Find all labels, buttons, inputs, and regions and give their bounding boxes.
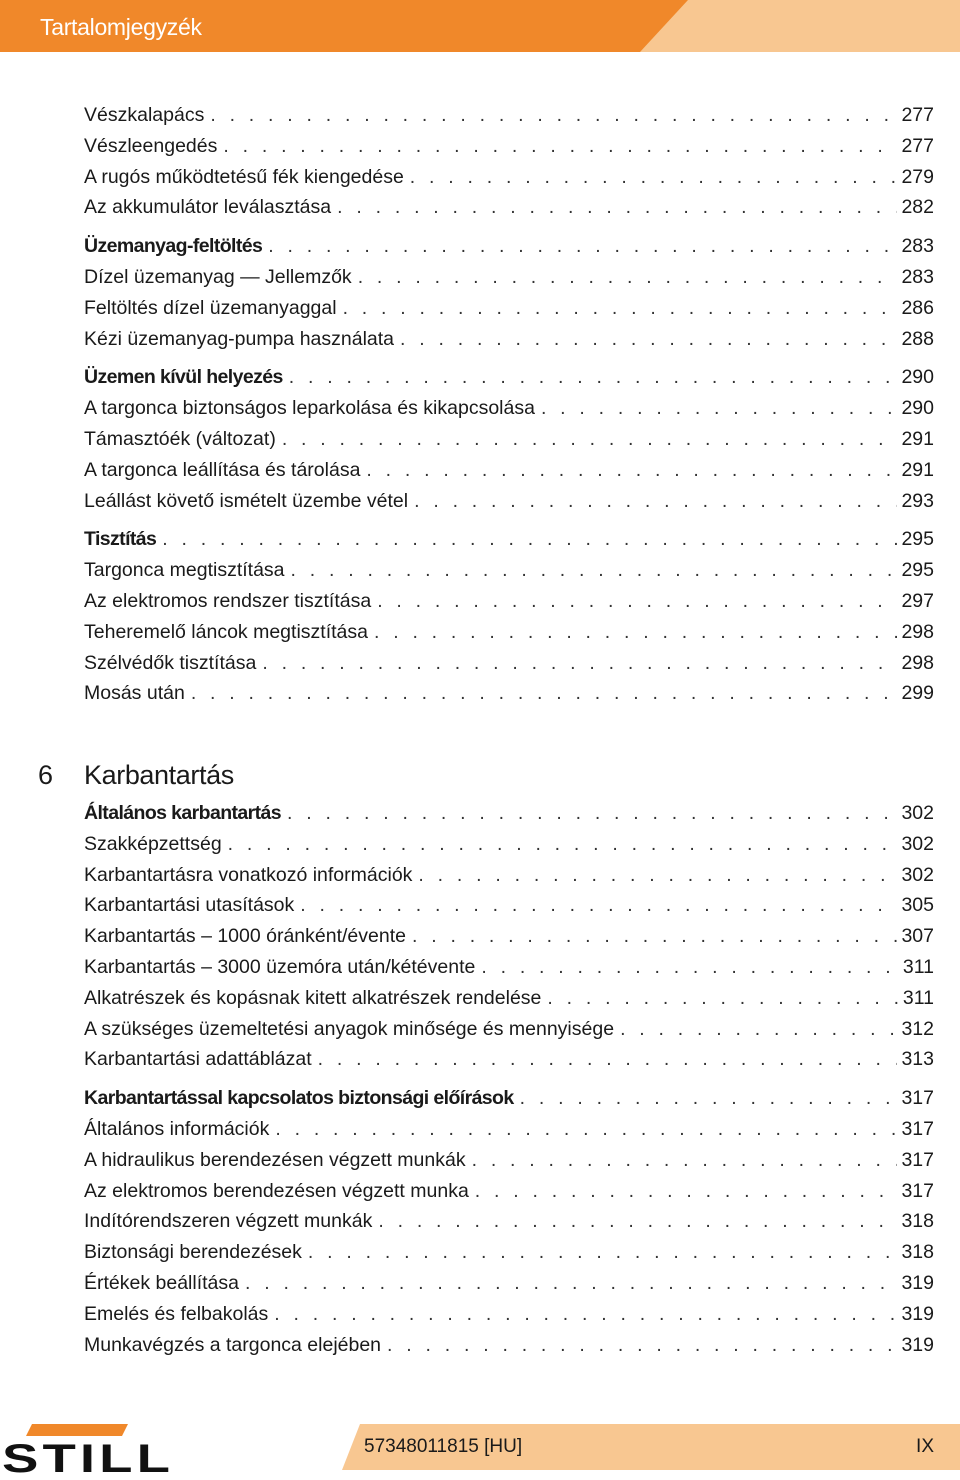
- toc-entry-title: Vészleengedés: [84, 134, 218, 157]
- toc-entry-title: Szélvédők tisztítása: [84, 651, 257, 674]
- document-number: 57348011815 [HU]: [364, 1436, 523, 1457]
- toc-entry[interactable]: [84, 135, 934, 166]
- toc-entry[interactable]: [84, 682, 934, 713]
- toc-page-number: 277: [901, 134, 934, 157]
- toc-dot-leader: [343, 297, 898, 320]
- toc-dot-leader: [520, 1087, 898, 1110]
- toc-page-number: 295: [901, 528, 934, 551]
- toc-entry-title: Tisztítás: [84, 528, 157, 551]
- toc-dot-leader: [541, 397, 898, 420]
- toc-entry[interactable]: [84, 328, 934, 359]
- toc-page-number: 291: [901, 427, 934, 450]
- logo-text: STILL: [2, 1437, 174, 1480]
- toc-page-number: 317: [901, 1117, 934, 1140]
- toc-entry-title: Karbantartási adattáblázat: [84, 1048, 312, 1071]
- toc-section-entry[interactable]: [84, 366, 934, 397]
- toc-entry-title: Üzemen kívül helyezés: [84, 366, 283, 389]
- page-title: Tartalomjegyzék: [40, 14, 202, 40]
- toc-page-number: 293: [901, 489, 934, 512]
- toc-entry[interactable]: [84, 559, 934, 590]
- toc-dot-leader: [377, 590, 897, 613]
- toc-page-number: 319: [901, 1302, 934, 1325]
- toc-entry[interactable]: [84, 104, 934, 135]
- header-bar: [0, 0, 960, 52]
- toc-entry-title: Teheremelő láncok megtisztítása: [84, 620, 368, 643]
- chapter-number: 6: [38, 760, 53, 790]
- toc-dot-leader: [162, 528, 897, 551]
- toc-page-number: 299: [901, 682, 934, 705]
- chapter-title: Karbantartás: [84, 760, 234, 790]
- toc-page-number: 318: [901, 1241, 934, 1264]
- toc-entry[interactable]: [84, 490, 934, 521]
- toc-entry-title: A hidraulikus berendezésen végzett munkák: [84, 1148, 466, 1171]
- toc-dot-leader: [410, 166, 898, 189]
- toc-dot-leader: [378, 1210, 897, 1233]
- toc-entry-title: Általános információk: [84, 1117, 270, 1140]
- toc-entry-title: Biztonsági berendezések: [84, 1241, 302, 1264]
- chapter-toc-list: [84, 802, 934, 1364]
- toc-dot-leader: [300, 894, 897, 917]
- toc-page-number: 291: [901, 458, 934, 481]
- toc-entry-title: Munkavégzés a targonca elejében: [84, 1333, 382, 1356]
- toc-entry[interactable]: [84, 196, 934, 227]
- toc-entry[interactable]: [84, 652, 934, 683]
- toc-dot-leader: [291, 559, 898, 582]
- toc-entry[interactable]: [84, 621, 934, 652]
- toc-group-gap: [84, 1079, 934, 1087]
- toc-entry-title: Karbantartási utasítások: [84, 894, 295, 917]
- toc-dot-leader: [547, 987, 899, 1010]
- toc-entry[interactable]: [84, 297, 934, 328]
- toc-entry[interactable]: [84, 1272, 934, 1303]
- toc-page-number: 290: [901, 397, 934, 420]
- toc-dot-leader: [191, 682, 898, 705]
- toc-entry[interactable]: [84, 864, 934, 895]
- toc-entry[interactable]: [84, 590, 934, 621]
- toc-dot-leader: [289, 366, 898, 389]
- toc-entry[interactable]: [84, 1303, 934, 1334]
- toc-dot-leader: [308, 1241, 898, 1264]
- toc-page-number: 317: [901, 1179, 934, 1202]
- toc-section-entry[interactable]: [84, 235, 934, 266]
- toc-dot-leader: [223, 135, 897, 158]
- toc-entry-title: A targonca leállítása és tárolása: [84, 458, 361, 481]
- toc-page-number: 282: [901, 196, 934, 219]
- toc-dot-leader: [287, 802, 897, 825]
- toc-entry[interactable]: [84, 166, 934, 197]
- toc-entry-title: Üzemanyag-feltöltés: [84, 235, 263, 258]
- toc-entry-title: Indítórendszeren végzett munkák: [84, 1210, 373, 1233]
- toc-entry[interactable]: [84, 1210, 934, 1241]
- toc-entry-title: Targonca megtisztítása: [84, 559, 285, 582]
- toc-entry[interactable]: [84, 266, 934, 297]
- toc-section-entry[interactable]: [84, 528, 934, 559]
- toc-dot-leader: [282, 428, 898, 451]
- toc-page-number: 318: [901, 1210, 934, 1233]
- toc-page-number: 311: [902, 986, 934, 1009]
- page-number: IX: [916, 1436, 934, 1457]
- toc-entry-title: Az elektromos rendszer tisztítása: [84, 589, 372, 612]
- toc-page-number: 283: [901, 265, 934, 288]
- toc-page-number: 298: [901, 620, 934, 643]
- toc-entry-title: Kézi üzemanyag-pumpa használata: [84, 327, 395, 350]
- toc-entry[interactable]: [84, 1018, 934, 1049]
- toc-entry-title: Leállást követő ismételt üzembe vétel: [84, 489, 409, 512]
- toc-page-number: 302: [901, 863, 934, 886]
- toc-dot-leader: [262, 652, 897, 675]
- toc-entry[interactable]: [84, 1118, 934, 1149]
- toc-page-number: 302: [901, 802, 934, 824]
- toc-page-number: 283: [901, 235, 934, 258]
- toc-entry-title: Szakképzettség: [84, 832, 222, 855]
- toc-entry[interactable]: [84, 397, 934, 428]
- toc-group-gap: [84, 227, 934, 235]
- toc-entry-title: Emelés és felbakolás: [84, 1302, 269, 1325]
- toc-section-entry[interactable]: [84, 1087, 934, 1118]
- toc-entry[interactable]: [84, 1149, 934, 1180]
- toc-page-number: 313: [901, 1048, 934, 1071]
- toc-entry-title: Értékek beállítása: [84, 1271, 240, 1294]
- toc-dot-leader: [472, 1149, 898, 1172]
- toc-dot-leader: [337, 196, 897, 219]
- toc-dot-leader: [274, 1303, 897, 1326]
- toc-entry-title: Mosás után: [84, 682, 185, 705]
- toc-entry-title: A targonca biztonságos leparkolása és kikapcsolása: [84, 397, 535, 420]
- toc-entry-title: Karbantartásra vonatkozó információk: [84, 863, 413, 886]
- toc-page-number: 298: [901, 651, 934, 674]
- toc-dot-leader: [475, 1180, 898, 1203]
- toc-page-number: 311: [902, 955, 934, 978]
- toc-dot-leader: [414, 490, 897, 513]
- toc-page-number: 312: [901, 1017, 934, 1040]
- toc-entry[interactable]: [84, 1048, 934, 1079]
- toc-dot-leader: [620, 1018, 897, 1041]
- toc-section-entry[interactable]: [84, 802, 934, 833]
- toc-entry[interactable]: [84, 833, 934, 864]
- toc-dot-leader: [228, 833, 898, 856]
- toc-entry[interactable]: [84, 925, 934, 956]
- toc-dot-leader: [412, 925, 897, 948]
- toc-dot-leader: [268, 235, 897, 258]
- toc-page-number: 277: [901, 104, 934, 126]
- toc-dot-leader: [400, 328, 897, 351]
- toc-page-number: 295: [901, 559, 934, 582]
- toc-dot-leader: [481, 956, 899, 979]
- toc-entry[interactable]: [84, 459, 934, 490]
- toc-entry[interactable]: [84, 894, 934, 925]
- toc-page-number: 290: [901, 366, 934, 389]
- toc-dot-leader: [358, 266, 898, 289]
- toc-dot-leader: [366, 459, 897, 482]
- toc-entry-title: Általános karbantartás: [84, 802, 282, 824]
- toc-page-number: 319: [901, 1271, 934, 1294]
- toc-dot-leader: [418, 864, 897, 887]
- header-accent: [640, 0, 960, 52]
- toc-entry-title: Dízel üzemanyag — Jellemzők: [84, 265, 352, 288]
- toc-entry[interactable]: [84, 1334, 934, 1365]
- chapter-heading: [38, 760, 234, 791]
- still-logo[interactable]: [0, 1420, 180, 1480]
- toc-entry-title: Az elektromos berendezésen végzett munka: [84, 1179, 469, 1202]
- toc-page-number: 317: [901, 1087, 934, 1110]
- toc-page-number: 317: [901, 1148, 934, 1171]
- toc-entry[interactable]: [84, 1180, 934, 1211]
- toc-entry-title: Az akkumulátor leválasztása: [84, 196, 332, 219]
- toc-page-number: 288: [901, 327, 934, 350]
- toc-entry-title: Karbantartás – 1000 óránként/évente: [84, 925, 406, 948]
- toc-entry-title: Alkatrészek és kopásnak kitett alkatrészek rendelése: [84, 986, 542, 1009]
- toc-entry-title: Karbantartás – 3000 üzemóra után/kétévente: [84, 955, 476, 978]
- toc-dot-leader: [245, 1272, 897, 1295]
- toc-dot-leader: [210, 104, 897, 127]
- toc-page-number: 302: [901, 832, 934, 855]
- toc-entry[interactable]: [84, 956, 934, 987]
- toc-entry-title: A szükséges üzemeltetési anyagok minősége és mennyisége: [84, 1017, 615, 1040]
- toc-page-number: 286: [901, 296, 934, 319]
- toc-entry-title: Feltöltés dízel üzemanyaggal: [84, 296, 337, 319]
- toc-entry-title: Támasztóék (változat): [84, 427, 276, 450]
- toc-page-number: 307: [901, 925, 934, 948]
- toc-dot-leader: [318, 1048, 898, 1071]
- toc-entry-title: A rugós működtetésű fék kiengedése: [84, 165, 404, 188]
- toc-dot-leader: [275, 1118, 897, 1141]
- toc-group-gap: [84, 520, 934, 528]
- toc-page-number: 319: [901, 1333, 934, 1356]
- toc-entry[interactable]: [84, 1241, 934, 1272]
- toc-entry-title: Karbantartással kapcsolatos biztonsági előírások: [84, 1087, 514, 1110]
- toc-dot-leader: [374, 621, 897, 644]
- toc-entry[interactable]: [84, 428, 934, 459]
- toc-entry[interactable]: [84, 987, 934, 1018]
- toc-page-number: 279: [901, 165, 934, 188]
- toc-page-number: 297: [901, 589, 934, 612]
- toc-entry-title: Vészkalapács: [84, 104, 205, 126]
- toc-dot-leader: [387, 1334, 897, 1357]
- toc-page-number: 305: [901, 894, 934, 917]
- toc-list: [84, 104, 934, 713]
